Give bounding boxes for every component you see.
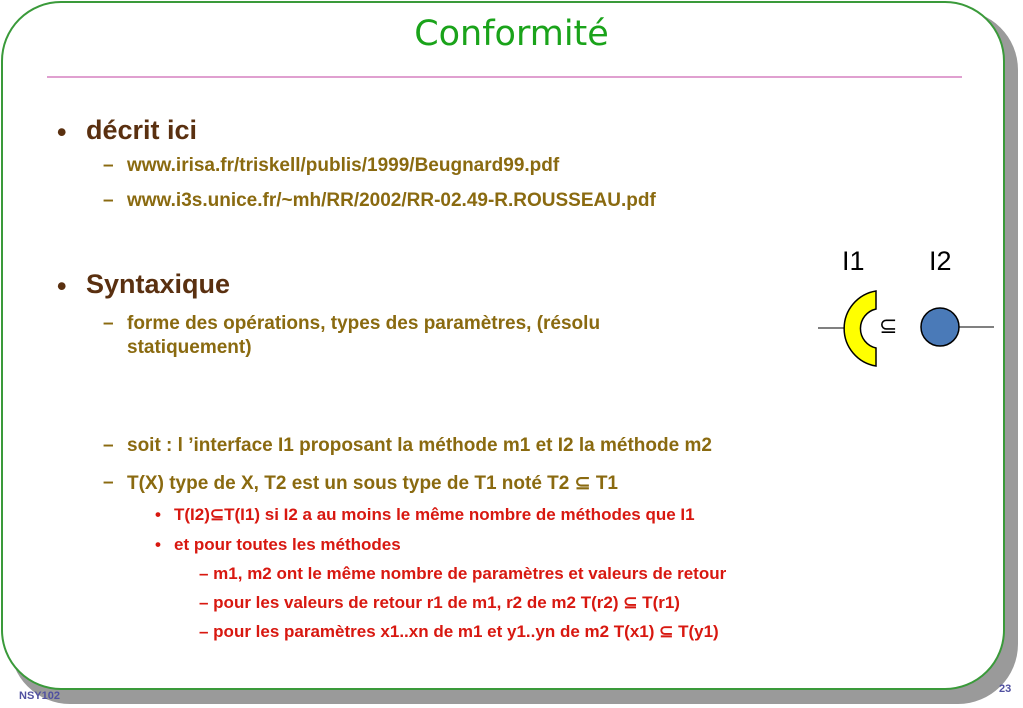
level3-item-all-methods: et pour toutes les méthodes bbox=[174, 535, 401, 554]
dash-marker: – bbox=[103, 190, 114, 211]
small-bullet-marker: • bbox=[155, 535, 161, 554]
bullet-marker: • bbox=[57, 117, 67, 147]
link-i3s[interactable]: www.i3s.unice.fr/~mh/RR/2002/RR-02.49-R.ROUSSEAU.pdf bbox=[127, 190, 656, 211]
link-irisa[interactable]: www.irisa.fr/triskell/publis/1999/Beugnard99.pdf bbox=[127, 155, 560, 176]
dash-marker: – bbox=[103, 435, 114, 456]
required-interface-socket bbox=[844, 291, 876, 366]
sub-forme-operations: forme des opérations, types des paramètres, (résolu bbox=[127, 313, 601, 334]
footer-page-number: 23 bbox=[999, 683, 1012, 695]
small-bullet-marker: • bbox=[155, 505, 161, 524]
sub-forme-operations-cont: statiquement) bbox=[127, 337, 252, 358]
sub-type-definition: T(X) type de X, T2 est un sous type de T1 noté T2 ⊆ T1 bbox=[127, 473, 619, 494]
label-i1: I1 bbox=[842, 246, 865, 276]
footer-course-code: NSY102 bbox=[19, 690, 60, 702]
level3-item-conformance: T(I2)⊆T(I1) si I2 a au moins le même nombre de méthodes que I1 bbox=[174, 505, 695, 524]
label-i2: I2 bbox=[929, 246, 952, 276]
provided-interface-ball bbox=[921, 308, 959, 346]
bullet-decrit-ici: décrit ici bbox=[86, 115, 198, 145]
level4-item-return-values: – pour les valeurs de retour r1 de m1, r2 de m2 T(r2) ⊆ T(r1) bbox=[199, 593, 680, 612]
subset-symbol: ⊆ bbox=[879, 313, 898, 338]
bullet-syntaxique: Syntaxique bbox=[86, 269, 231, 299]
dash-marker: – bbox=[103, 313, 114, 334]
dash-marker: – bbox=[103, 472, 114, 493]
bullet-marker: • bbox=[57, 271, 67, 301]
dash-marker: – bbox=[103, 155, 114, 176]
sub-soit-interface: soit : l ’interface I1 proposant la méthode m1 et I2 la méthode m2 bbox=[127, 435, 712, 456]
level4-item-parameters: – pour les paramètres x1..xn de m1 et y1..yn de m2 T(x1) ⊆ T(y1) bbox=[199, 622, 719, 641]
slide-title: Conformité bbox=[414, 14, 609, 54]
level4-item-params: – m1, m2 ont le même nombre de paramètres et valeurs de retour bbox=[199, 564, 727, 583]
